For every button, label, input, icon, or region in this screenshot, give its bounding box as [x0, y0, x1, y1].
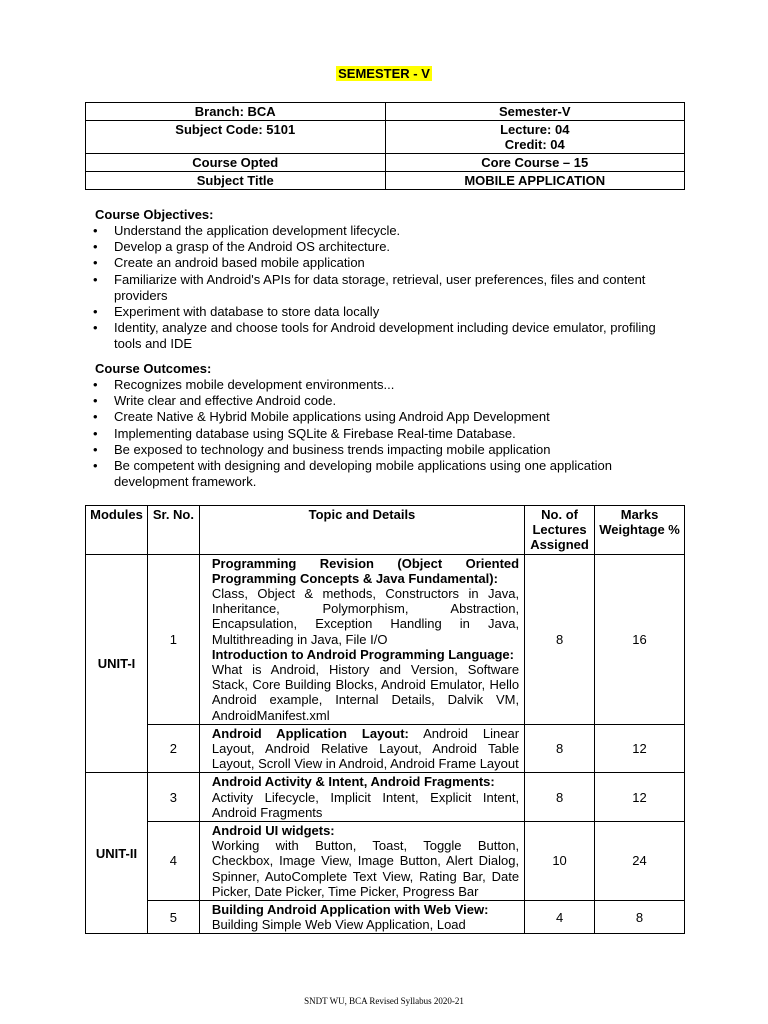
topic-cell: [199, 822, 524, 901]
topic-heading: Introduction to Android Programming Language:: [211, 646, 514, 662]
topic-heading: Building Android Application with Web View:: [211, 902, 489, 918]
marks-cell: 8: [595, 901, 685, 934]
objectives-list: [95, 223, 685, 353]
semester-heading: [0, 66, 768, 82]
list-item: • Be exposed to technology and business trends impacting mobile application: [93, 442, 685, 458]
course-outcomes: [95, 361, 685, 490]
topic-heading: Android UI widgets:: [211, 823, 335, 839]
course-info-table: [85, 102, 685, 190]
topic-cell: [199, 901, 524, 934]
lecture-text: Lecture: 04: [500, 122, 570, 137]
course-objectives: [95, 207, 685, 353]
subject-code-cell: Subject Code: 5101: [86, 121, 386, 154]
table-row: [86, 724, 685, 773]
list-item: • Be competent with designing and developing mobile applications using one application development framework.: [93, 458, 685, 490]
lectures-cell: 10: [525, 822, 595, 901]
info-row: [86, 172, 685, 190]
table-header-row: [86, 506, 685, 555]
info-row: [86, 154, 685, 172]
table-row: [86, 773, 685, 822]
list-item: • Familiarize with Android's APIs for data storage, retrieval, user preferences, files and content providers: [93, 272, 685, 304]
lectures-cell: 8: [525, 554, 595, 724]
page-footer: SNDT WU, BCA Revised Syllabus 2020-21: [304, 996, 464, 1006]
topic-details: Android Linear Layout, Android Relative Layout, Android Table Layout, Scroll View in Android, Android Frame Layout: [211, 725, 520, 772]
topic-details: Class, Object & methods, Constructors in Java, Inheritance, Polymorphism, Abstraction, Encapsulation, Exception Handling in Java, Multithreading in Java, File I/O: [211, 586, 520, 647]
topic-cell: [199, 724, 524, 773]
unit-cell: UNIT-II: [86, 773, 148, 934]
unit-cell: UNIT-I: [86, 554, 148, 773]
sr-no-cell: 2: [147, 724, 199, 773]
list-item: • Identity, analyze and choose tools for Android development including device emulator, profiling tools and IDE: [93, 320, 685, 352]
sr-no-cell: 5: [147, 901, 199, 934]
subject-title-value: MOBILE APPLICATION: [385, 172, 685, 190]
marks-header: Marks Weightage %: [595, 506, 685, 555]
topic-cell: [199, 773, 524, 822]
credit-text: Credit: 04: [504, 137, 565, 152]
sr-no-cell: 4: [147, 822, 199, 901]
modules-table: [85, 505, 685, 934]
course-opted-label: Course Opted: [86, 154, 386, 172]
marks-cell: 16: [595, 554, 685, 724]
list-item: • Implementing database using SQLite & Firebase Real-time Database.: [93, 426, 685, 442]
lectures-cell: 8: [525, 773, 595, 822]
topic-cell: [199, 554, 524, 724]
list-item: • Write clear and effective Android code.: [93, 393, 685, 409]
course-opted-value: Core Course – 15: [385, 154, 685, 172]
sr-no-cell: 3: [147, 773, 199, 822]
objectives-heading: Course Objectives:: [95, 207, 214, 222]
topic-header: Topic and Details: [199, 506, 524, 555]
topic-heading: Android Activity & Intent, Android Fragments:: [211, 774, 495, 790]
sr-no-cell: 1: [147, 554, 199, 724]
table-row: [86, 822, 685, 901]
outcomes-list: [95, 377, 685, 490]
topic-details: Activity Lifecycle, Implicit Intent, Explicit Intent, Android Fragments: [211, 789, 520, 820]
list-item: • Experiment with database to store data locally: [93, 304, 685, 320]
list-item: • Understand the application development lifecycle.: [93, 223, 685, 239]
subject-title-label: Subject Title: [86, 172, 386, 190]
table-row: [86, 554, 685, 724]
lectures-cell: 4: [525, 901, 595, 934]
marks-cell: 12: [595, 724, 685, 773]
branch-cell: Branch: BCA: [86, 103, 386, 121]
info-row: [86, 103, 685, 121]
list-item: • Recognizes mobile development environments...: [93, 377, 685, 393]
info-row: [86, 121, 685, 154]
sr-no-header: Sr. No.: [147, 506, 199, 555]
lectures-header: No. of Lectures Assigned: [525, 506, 595, 555]
list-item: • Create an android based mobile application: [93, 255, 685, 271]
marks-cell: 12: [595, 773, 685, 822]
lectures-cell: 8: [525, 724, 595, 773]
semester-title: SEMESTER - V: [338, 66, 430, 81]
table-row: [86, 901, 685, 934]
list-item: • Develop a grasp of the Android OS architecture.: [93, 239, 685, 255]
topic-details: Working with Button, Toast, Toggle Button, Checkbox, Image View, Image Button, Alert Dialog, Spinner, AutoComplete Text View, Rating Bar, Date Picker, Date Picker, Time Picker, Progress Bar: [211, 838, 520, 899]
modules-header: Modules: [86, 506, 148, 555]
topic-heading: Programming Revision (Object Oriented Programming Concepts & Java Fundamental):: [211, 555, 520, 586]
lecture-credit-cell: [385, 121, 685, 154]
outcomes-heading: Course Outcomes:: [95, 361, 212, 376]
topic-details: Building Simple Web View Application, Load: [211, 917, 466, 933]
semester-cell: Semester-V: [385, 103, 685, 121]
list-item: • Create Native & Hybrid Mobile applications using Android App Development: [93, 409, 685, 425]
marks-cell: 24: [595, 822, 685, 901]
topic-details: What is Android, History and Version, Software Stack, Core Building Blocks, Android Emulator, Hello Android example, Internal Details, Dalvik VM, AndroidManifest.xml: [211, 662, 520, 723]
topic-heading: Android Application Layout:: [211, 725, 409, 741]
